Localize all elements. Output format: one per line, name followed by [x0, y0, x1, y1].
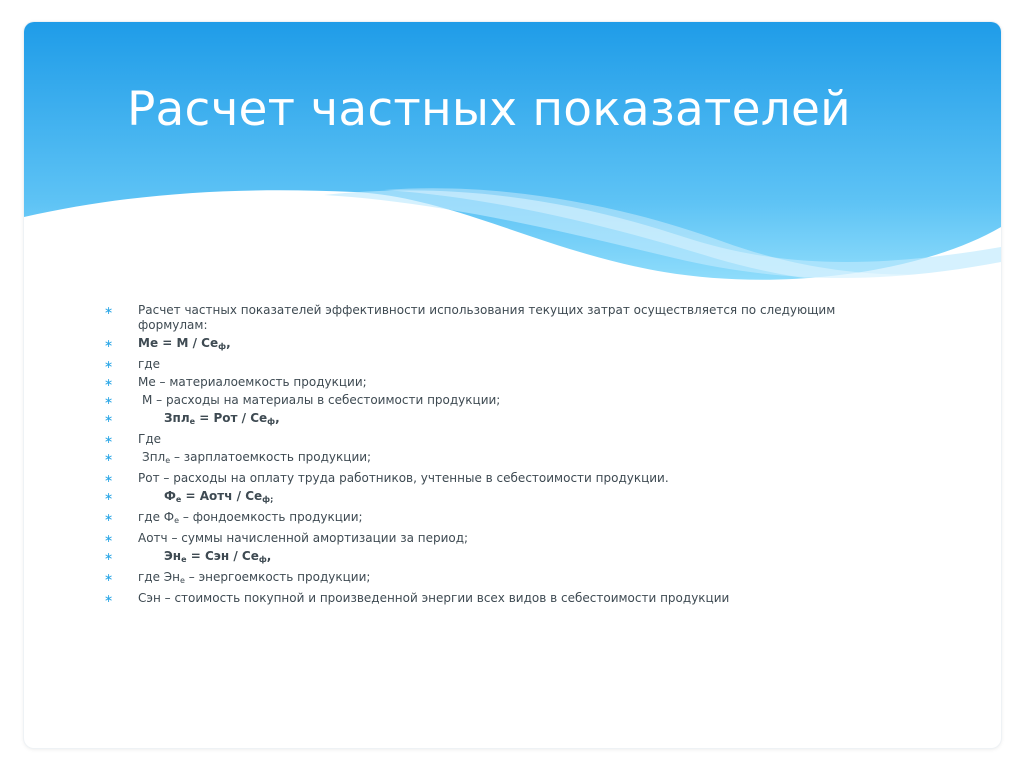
bullet-list [104, 303, 904, 606]
formula-text: $Эн_е$ = Сэн / $Се_ф$, [164, 549, 272, 564]
slide-content [104, 303, 904, 609]
formula-zarplatoemkost [104, 411, 904, 429]
bullet-icon: ∗ [104, 304, 114, 317]
bullet-en-definition [104, 570, 904, 588]
bullet-text: Аотч – суммы начисленной амортизации за период; [138, 531, 469, 545]
bullet-aotch-definition [104, 531, 904, 546]
bullet-icon: ∗ [104, 337, 114, 350]
bullet-icon: ∗ [104, 412, 114, 425]
bullet-text: где $Эн_е$ – энергоемкость продукции; [138, 570, 371, 585]
bullet-icon: ∗ [104, 571, 114, 584]
bullet-icon: ∗ [104, 511, 114, 524]
bullet-me-definition [104, 375, 904, 390]
slide [24, 22, 1001, 748]
header-wave-background [24, 22, 1001, 312]
bullet-icon: ∗ [104, 490, 114, 503]
bullet-fe-definition [104, 510, 904, 528]
bullet-icon: ∗ [104, 358, 114, 371]
bullet-icon: ∗ [104, 451, 114, 464]
bullet-icon: ∗ [104, 532, 114, 545]
slide-title: Расчет частных показателей [127, 82, 851, 137]
bullet-icon: ∗ [104, 472, 114, 485]
bullet-gde [104, 357, 904, 372]
bullet-gde-2 [104, 432, 904, 447]
bullet-intro [104, 303, 904, 333]
bullet-icon: ∗ [104, 592, 114, 605]
bullet-icon: ∗ [104, 394, 114, 407]
bullet-text: Расчет частных показателей эффективности использования текущих затрат осуществляется по следующим формулам: [138, 303, 836, 332]
bullet-text: где $Ф_е$ – фондоемкость продукции; [138, 510, 363, 525]
formula-text: Зпл$_е$ = Рот / $Се_ф$, [164, 411, 280, 426]
formula-text: $Ф_е$ = Аотч / $Се_{ф;}$ [164, 489, 274, 504]
bullet-text: Сэн – стоимость покупной и произведенной энергии всех видов в себестоимости продукции [138, 591, 730, 605]
bullet-icon: ∗ [104, 550, 114, 563]
bullet-text: Ме – материалоемкость продукции; [138, 375, 367, 389]
bullet-text: Зпл$_е$ – зарплатоемкость продукции; [142, 450, 372, 465]
bullet-text: Рот – расходы на оплату труда работников, учтенные в себестоимости продукции. [138, 471, 669, 485]
bullet-rot-definition [104, 471, 904, 486]
bullet-icon: ∗ [104, 376, 114, 389]
bullet-text: М – расходы на материалы в себестоимости продукции; [142, 393, 501, 407]
formula-energoemkost [104, 549, 904, 567]
bullet-zpl-definition [104, 450, 904, 468]
formula-materialoemkost [104, 336, 904, 354]
bullet-m-definition [104, 393, 904, 408]
bullet-text: где [138, 357, 160, 371]
bullet-sen-definition [104, 591, 904, 606]
formula-text: Ме = М / $Се_ф$, [138, 336, 231, 351]
bullet-icon: ∗ [104, 433, 114, 446]
bullet-text: Где [138, 432, 161, 446]
formula-fondoemkost [104, 489, 904, 507]
